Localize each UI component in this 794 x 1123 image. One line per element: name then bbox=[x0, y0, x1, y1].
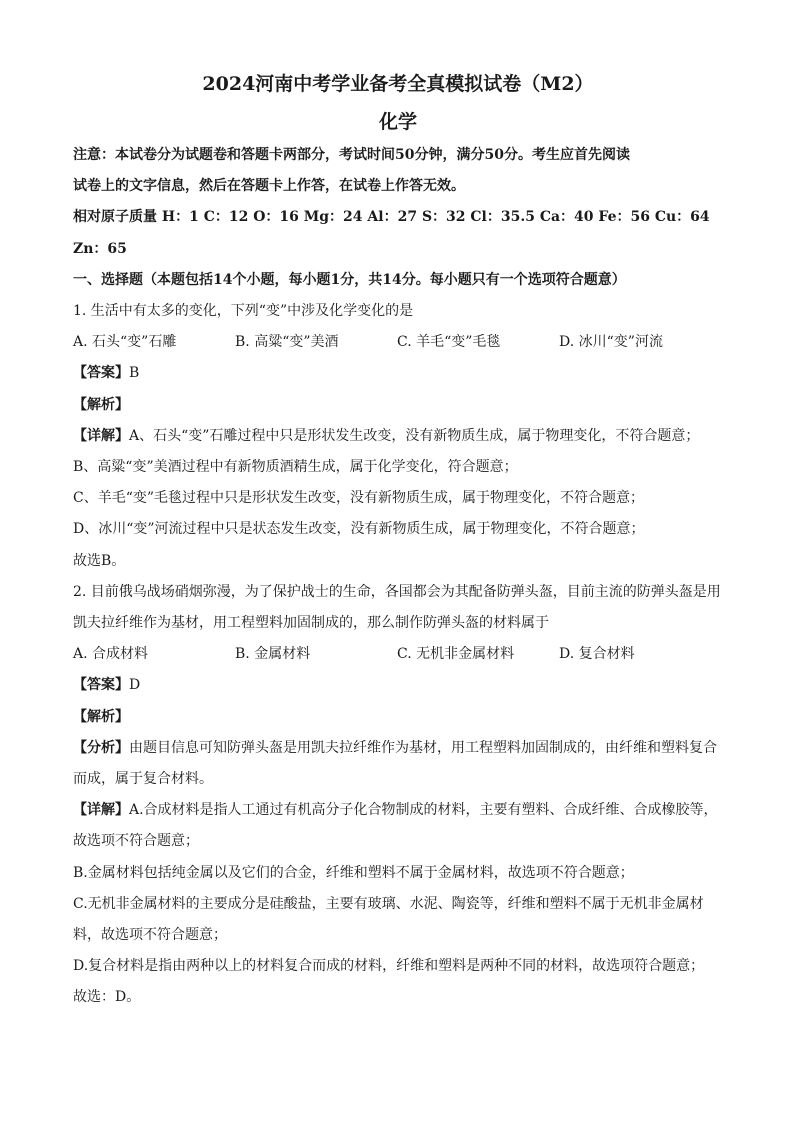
q1-detail-c: C、羊毛“变”毛毯过程中只是形状发生改变，没有新物质生成，属于物理变化，不符合题意； bbox=[73, 490, 645, 507]
q1-detail-a-text: A、石头“变”石雕过程中只是形状发生改变，没有新物质生成，属于物理变化，不符合题意； bbox=[129, 427, 700, 444]
q2-fenxi-line-1 bbox=[73, 733, 723, 764]
q1-answer-tag: 【答案】 bbox=[73, 365, 129, 382]
exam-subject: 化学 bbox=[378, 111, 417, 133]
q1-detail-tag: 【详解】 bbox=[73, 427, 129, 444]
q2-analysis-tag: 【解析】 bbox=[73, 708, 129, 725]
q2-detail-a-text: A.合成材料是指人工通过有机高分子化合物制成的材料，主要有塑料、合成纤维、合成橡胶等， bbox=[129, 802, 718, 819]
q2-option-c: C. 无机非金属材料 bbox=[397, 646, 515, 663]
q1-option-d: D. 冰川“变”河流 bbox=[559, 334, 663, 351]
q1-detail-d: D、冰川“变”河流过程中只是状态发生改变，没有新物质生成，属于物理变化，不符合题意； bbox=[73, 521, 645, 538]
q2-detail-tag: 【详解】 bbox=[73, 802, 129, 819]
q2-fenxi-text: 由题目信息可知防弹头盔是用凯夫拉纤维作为基材，用工程塑料加固制成的，由纤维和塑料复合 bbox=[129, 739, 717, 756]
q1-analysis-tag: 【解析】 bbox=[73, 396, 129, 413]
q2-detail-a-line-2: 故选项不符合题意； bbox=[73, 833, 199, 850]
q2-stem-line-1: 2. 目前俄乌战场硝烟弥漫，为了保护战士的生命，各国都会为其配备防弹头盔，目前主流的防弹头盔是用 bbox=[73, 583, 721, 600]
q1-conclusion: 故选B。 bbox=[73, 552, 126, 569]
q2-stem-line-2: 凯夫拉纤维作为基材，用工程塑料加固制成的，那么制作防弹头盔的材料属于 bbox=[73, 615, 549, 632]
q1-option-c: C. 羊毛“变”毛毯 bbox=[397, 334, 501, 351]
q2-option-b: B. 金属材料 bbox=[235, 646, 311, 663]
q2-detail-c-line-1: C.无机非金属材料的主要成分是硅酸盐，主要有玻璃、水泥、陶瓷等，纤维和塑料不属于无机非金属材 bbox=[73, 895, 704, 912]
q1-detail-b: B、高粱“变”美酒过程中有新物质酒精生成，属于化学变化，符合题意； bbox=[73, 459, 518, 476]
q2-conclusion: 故选：D。 bbox=[73, 989, 141, 1006]
q2-answer-tag: 【答案】 bbox=[73, 677, 129, 694]
q2-answer-value: D bbox=[129, 677, 141, 694]
document-page bbox=[73, 60, 723, 1014]
exam-title: 2024河南中考学业备考全真模拟试卷（M2） bbox=[202, 73, 594, 95]
q2-fenxi-line-2: 而成，属于复合材料。 bbox=[73, 771, 213, 788]
notice-line-1: 注意：本试卷分为试题卷和答题卡两部分，考试时间50分钟，满分50分。考生应首先阅读 bbox=[73, 147, 630, 163]
q2-option-d: D. 复合材料 bbox=[559, 646, 635, 663]
q2-analysis bbox=[73, 702, 723, 733]
q1-answer bbox=[73, 358, 723, 389]
q1-option-b: B. 高粱“变”美酒 bbox=[235, 334, 339, 351]
q1-options bbox=[73, 327, 723, 358]
q1-stem: 1. 生活中有太多的变化，下列“变”中涉及化学变化的是 bbox=[73, 303, 414, 320]
q2-detail-a-line-1 bbox=[73, 795, 723, 826]
q2-detail-d: D.复合材料是指由两种以上的材料复合而成的材料，纤维和塑料是两种不同的材料，故选项符合题意； bbox=[73, 958, 705, 975]
q1-analysis bbox=[73, 390, 723, 421]
notice-line-2: 试卷上的文字信息，然后在答题卡上作答，在试卷上作答无效。 bbox=[73, 178, 465, 195]
section-heading: 一、选择题（本题包括14个小题，每小题1分，共14分。每小题只有一个选项符合题意） bbox=[73, 271, 626, 288]
q1-answer-value: B bbox=[129, 365, 140, 382]
q2-options bbox=[73, 639, 723, 670]
q2-detail-b: B.金属材料包括纯金属以及它们的合金，纤维和塑料不属于金属材料，故选项不符合题意； bbox=[73, 864, 634, 881]
atomic-mass-line-1: 相对原子质量 H：1 C：12 O：16 Mg：24 Al：27 S：32 Cl：35.5 Ca：40 Fe：56 Cu：64 bbox=[73, 209, 710, 226]
q2-detail-c-line-2: 料，故选项不符合题意； bbox=[73, 927, 227, 944]
q2-fenxi-tag: 【分析】 bbox=[73, 739, 129, 756]
q2-option-a: A. 合成材料 bbox=[73, 646, 149, 663]
q2-answer bbox=[73, 670, 723, 701]
atomic-mass-line-2: Zn：65 bbox=[73, 240, 127, 257]
q1-detail-a bbox=[73, 421, 723, 452]
q1-option-a: A. 石头“变”石雕 bbox=[73, 334, 177, 351]
